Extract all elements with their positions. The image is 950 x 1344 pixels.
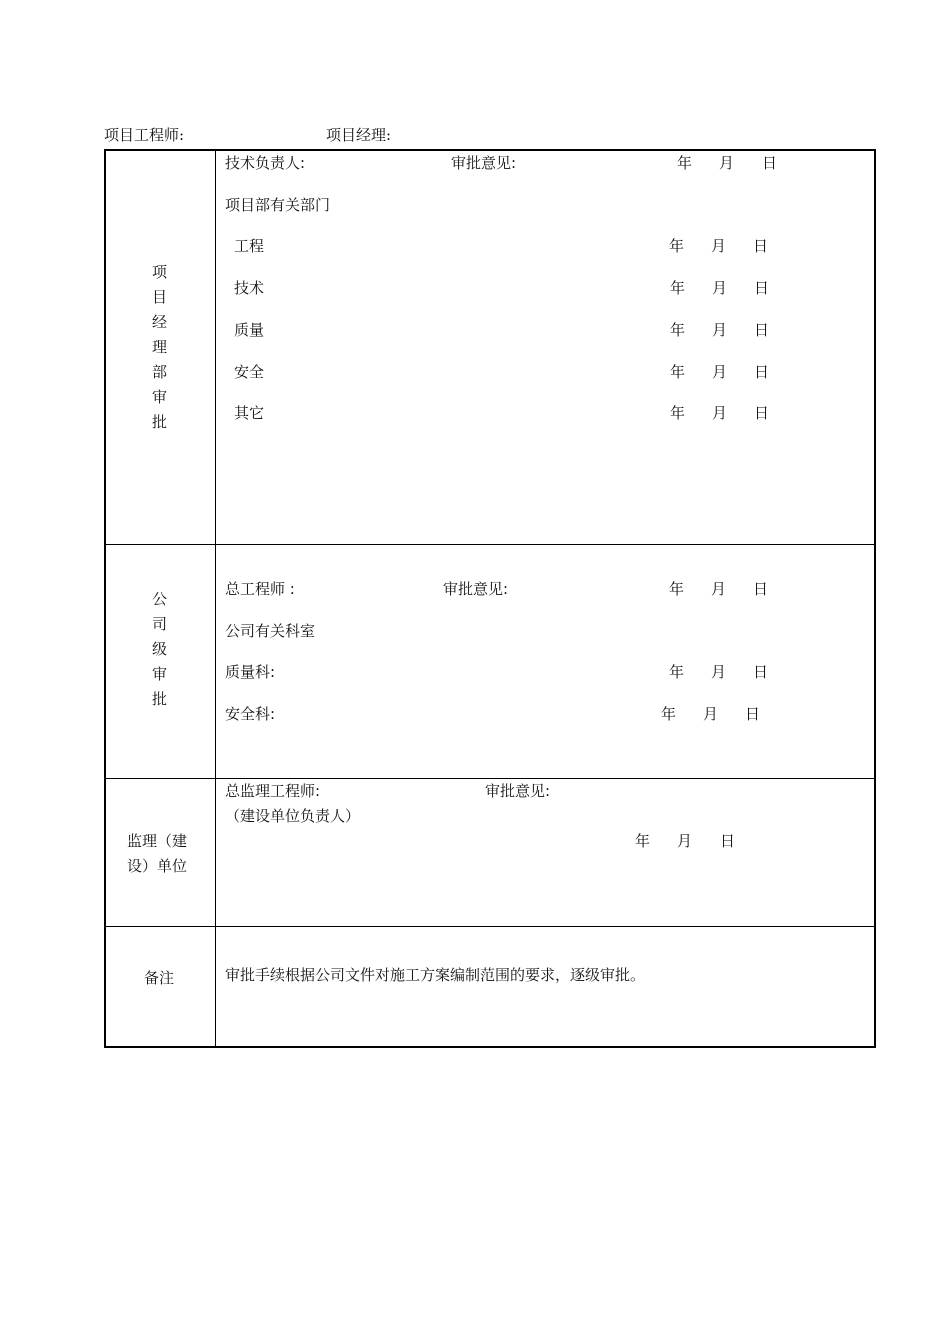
label-char: 审 [152,665,168,683]
date-day: 日 [753,580,769,598]
opinion-label: 审批意见: [443,580,509,598]
date-year: 年 [669,237,685,255]
date-day: 日 [754,404,770,422]
row-divider [105,926,875,927]
date-year: 年 [670,404,686,422]
label-char: 项 [152,263,168,281]
project-manager-label: 项目经理: [326,126,392,144]
date-month: 月 [712,363,728,381]
date-year: 年 [635,832,651,850]
opinion-label: 审批意见: [485,782,551,800]
label-char: 目 [152,288,168,306]
company-approval-label [152,587,167,712]
dept-quality: 质量 [234,321,265,339]
date-year: 年 [669,663,685,681]
chief-supervisor-label: 总监理工程师: [225,782,321,800]
date-year: 年 [677,154,693,172]
date-day: 日 [754,321,770,339]
date-day: 日 [753,663,769,681]
office-heading: 公司有关科室 [225,622,316,640]
column-divider [215,150,216,1047]
date-year: 年 [661,705,677,723]
quality-dept-label: 质量科: [225,663,276,681]
remarks-label: 备注 [144,969,175,987]
date-year: 年 [670,363,686,381]
safety-dept-label: 安全科: [225,705,276,723]
project-engineer-label: 项目工程师: [104,126,185,144]
dept-engineering: 工程 [234,237,265,255]
date-day: 日 [762,154,778,172]
label-char: 批 [152,690,168,708]
owner-rep-label: （建设单位负责人） [225,807,361,825]
pm-approval-label [152,260,167,435]
label-line: 设）单位 [127,857,188,875]
label-char: 级 [152,640,168,658]
date-day: 日 [720,832,736,850]
date-year: 年 [670,279,686,297]
date-month: 月 [711,237,727,255]
label-char: 批 [152,413,168,431]
supervision-label [127,829,187,879]
date-month: 月 [711,580,727,598]
row-divider [105,778,875,779]
date-day: 日 [753,237,769,255]
label-char: 理 [152,338,168,356]
date-month: 月 [703,705,719,723]
tech-lead-label: 技术负责人: [225,154,306,172]
date-month: 月 [719,154,735,172]
label-char: 经 [152,313,168,331]
date-year: 年 [670,321,686,339]
date-month: 月 [712,279,728,297]
remarks-text: 审批手续根据公司文件对施工方案编制范围的要求，逐级审批。 [225,966,646,984]
label-char: 部 [152,363,168,381]
date-day: 日 [745,705,761,723]
dept-heading: 项目部有关部门 [225,196,331,214]
date-month: 月 [712,321,728,339]
date-day: 日 [754,363,770,381]
label-char: 公 [152,590,168,608]
date-month: 月 [712,404,728,422]
date-month: 月 [677,832,693,850]
chief-engineer-label: 总工程师 : [225,580,295,598]
date-year: 年 [669,580,685,598]
dept-technology: 技术 [234,279,265,297]
date-day: 日 [754,279,770,297]
dept-safety: 安全 [234,363,265,381]
date-month: 月 [711,663,727,681]
label-char: 司 [152,615,168,633]
dept-other: 其它 [234,404,265,422]
label-char: 审 [152,388,168,406]
label-line: 监理（建 [127,832,188,850]
row-divider [105,544,875,545]
opinion-label: 审批意见: [451,154,517,172]
